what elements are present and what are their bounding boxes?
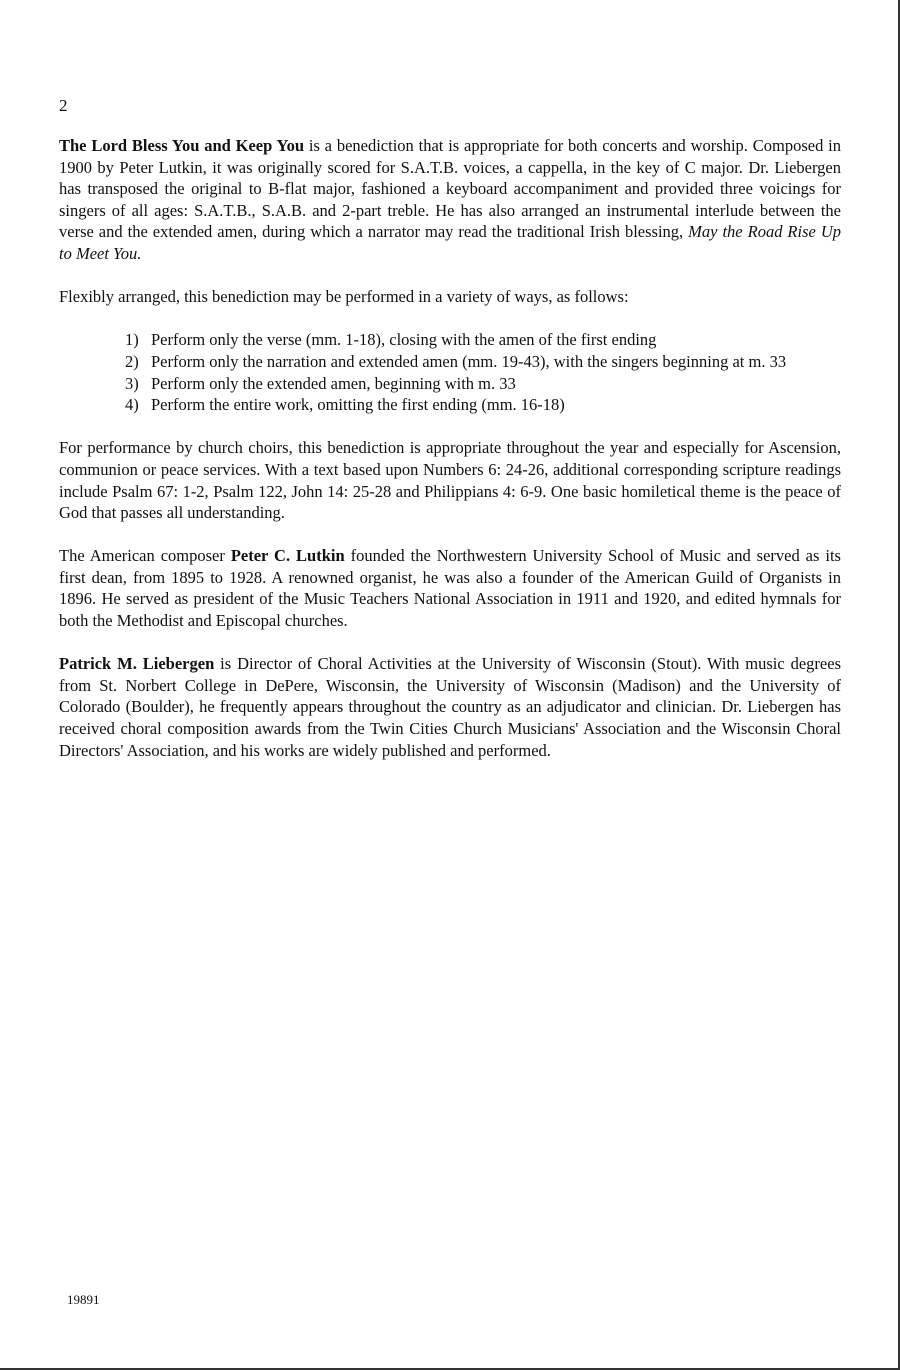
work-title: The Lord Bless You and Keep You bbox=[59, 136, 305, 155]
composer-bio-prefix: The American composer bbox=[59, 546, 231, 566]
list-item-number: 1) bbox=[125, 330, 139, 350]
page-content bbox=[59, 135, 841, 783]
list-item-text: Perform only the narration and extended amen (mm. 19-43), with the singers beginning at m. 33 bbox=[151, 351, 787, 371]
blessing-title: May the Road Rise Up to Meet You. bbox=[59, 222, 841, 263]
list-item-text: Perform the entire work, omitting the first ending (mm. 16-18) bbox=[151, 395, 565, 415]
list-item bbox=[125, 394, 841, 416]
list-item-number: 4) bbox=[125, 395, 139, 415]
list-item-text: Perform only the verse (mm. 1-18), closing with the amen of the first ending bbox=[151, 330, 657, 350]
list-item-number: 3) bbox=[125, 373, 139, 393]
performance-options-list bbox=[59, 329, 841, 415]
list-item bbox=[125, 351, 841, 373]
list-item bbox=[125, 373, 841, 395]
arranger-bio-body: is Director of Choral Activities at the University of Wisconsin (Stout). With music degrees from St. Norbert College in DePere, Wisconsin, the University of Wisconsin (Madison) and the University of Colorado (Boulder), he frequently appears throughout the country as an adjudicator and clinician. Dr. Liebergen has received choral composition awards from the Twin Cities Church Musicians' Association and the Wisconsin Choral Directors' Association, and his works are widely published and performed. bbox=[59, 654, 841, 760]
intro-paragraph-body: is a benediction that is appropriate for both concerts and worship. Composed in 1900 by Peter Lutkin, it was originally scored for S.A.T.B. voices, a cappella, in the key of C major. Dr. Liebergen has transposed the original to B-flat major, fashioned a keyboard accompaniment and provided three voicings for singers of all ages: S.A.T.B., S.A.B. and 2-part treble. He has also arranged an instrumental interlude between the verse and the extended amen, during which a narrator may read the traditional Irish blessing, bbox=[59, 136, 841, 242]
church-performance-paragraph: For performance by church choirs, this benediction is appropriate throughout the year and especially for Ascension, communion or peace services. With a text based upon Numbers 6: 24-26, additional corresponding scripture readings include Psalm 67: 1-2, Psalm 122, John 14: 25-28 and Philippians 4: 6-9. One basic homiletical theme is the peace of God that passes all understanding. bbox=[59, 438, 841, 523]
composer-bio-body: founded the Northwestern University School of Music and served as its first dean, from 1895 to 1928. A renowned organist, he was also a founder of the American Guild of Organists in 1896. He served as president of the Music Teachers National Association in 1911 and 1920, and edited hymnals for both the Methodist and Episcopal churches. bbox=[59, 546, 841, 631]
list-item bbox=[125, 329, 841, 351]
arranger-name: Patrick M. Liebergen bbox=[59, 654, 215, 674]
list-item-number: 2) bbox=[125, 351, 139, 371]
composer-name: Peter C. Lutkin bbox=[230, 546, 345, 566]
page-number: 2 bbox=[59, 96, 68, 115]
performance-intro: Flexibly arranged, this benediction may be performed in a variety of ways, as follows: bbox=[59, 287, 629, 307]
composer-bio-paragraph bbox=[59, 545, 841, 631]
catalog-number: 19891 bbox=[67, 1292, 100, 1307]
list-item-text: Perform only the extended amen, beginning with m. 33 bbox=[151, 373, 516, 393]
intro-paragraph bbox=[59, 135, 841, 265]
arranger-bio-paragraph bbox=[59, 653, 841, 761]
